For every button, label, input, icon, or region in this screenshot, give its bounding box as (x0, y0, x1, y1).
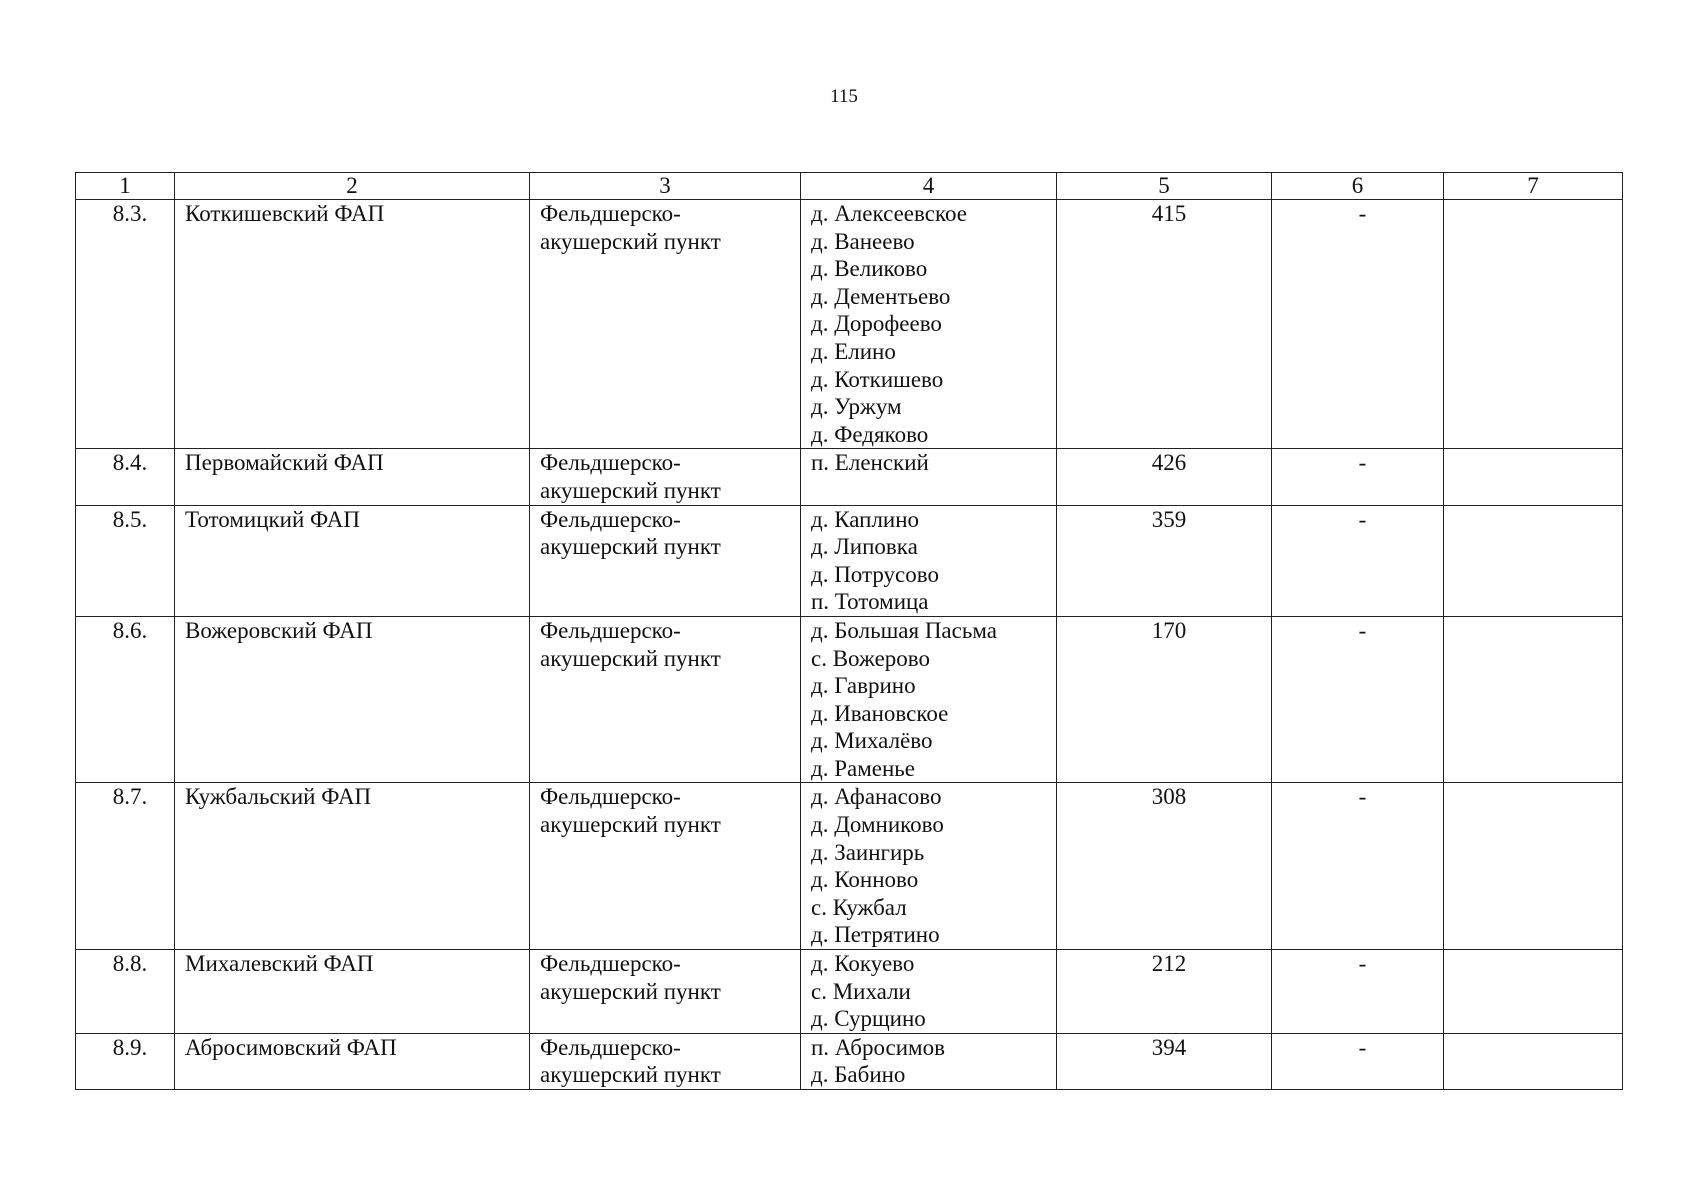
facility-type-line: акушерский пункт (540, 645, 721, 671)
row-number-cell: 8.4. (76, 449, 175, 505)
facility-name-cell: Первомайский ФАП (175, 449, 530, 505)
settlement-item: д. Домниково (811, 812, 944, 838)
facility-type-cell (530, 783, 801, 950)
population-cell: 394 (1057, 1033, 1272, 1089)
facility-type-line: акушерский пункт (540, 1062, 721, 1088)
column-7-cell (1444, 505, 1623, 616)
column-6-cell: - (1272, 950, 1444, 1034)
facility-type-line: акушерский пункт (540, 812, 721, 838)
population-cell: 170 (1057, 616, 1272, 783)
facility-name-cell: Тотомицкий ФАП (175, 505, 530, 616)
facility-type-line: акушерский пункт (540, 978, 721, 1004)
settlement-item: д. Елино (811, 338, 896, 364)
settlement-item: д. Раменье (811, 755, 915, 781)
settlement-item: д. Конново (811, 867, 919, 893)
table-row (76, 200, 1623, 449)
facility-name-cell: Кужбальский ФАП (175, 783, 530, 950)
column-header: 5 (1057, 173, 1272, 200)
column-7-cell (1444, 449, 1623, 505)
settlement-item: д. Дорофеево (811, 311, 942, 337)
column-6-cell: - (1272, 200, 1444, 449)
settlement-item: д. Сурщино (811, 1006, 926, 1032)
row-number-cell: 8.7. (76, 783, 175, 950)
population-cell: 426 (1057, 449, 1272, 505)
settlement-item: д. Афанасово (811, 784, 942, 810)
table-row (76, 505, 1623, 616)
facility-name-cell: Михалевский ФАП (175, 950, 530, 1034)
column-header: 7 (1444, 173, 1623, 200)
registry-table (75, 172, 1623, 1090)
facility-type-line: акушерский пункт (540, 228, 721, 254)
facility-type-line: Фельдшерско- (540, 617, 681, 643)
facility-type-cell (530, 950, 801, 1034)
settlements-cell (801, 1033, 1057, 1089)
settlement-item: д. Ивановское (811, 700, 949, 726)
settlement-item: д. Коткишево (811, 366, 944, 392)
settlement-item: д. Великово (811, 256, 928, 282)
settlement-item: д. Заингирь (811, 839, 925, 865)
settlement-item: с. Вожерово (811, 645, 930, 671)
settlement-item: д. Кокуево (811, 951, 915, 977)
facility-type-line: акушерский пункт (540, 534, 721, 560)
facility-type-line: Фельдшерско- (540, 201, 681, 226)
table-row (76, 616, 1623, 783)
page-number: 115 (830, 86, 858, 107)
column-6-cell: - (1272, 1033, 1444, 1089)
settlement-item: д. Михалёво (811, 728, 933, 754)
table-row (76, 783, 1623, 950)
facility-name-cell: Абросимовский ФАП (175, 1033, 530, 1089)
column-6-cell: - (1272, 505, 1444, 616)
facility-type-line: Фельдшерско- (540, 951, 681, 977)
table-row (76, 950, 1623, 1034)
population-cell: 359 (1057, 505, 1272, 616)
column-6-cell: - (1272, 783, 1444, 950)
facility-name-cell: Вожеровский ФАП (175, 616, 530, 783)
row-number-cell: 8.6. (76, 616, 175, 783)
settlements-cell (801, 616, 1057, 783)
column-7-cell (1444, 200, 1623, 449)
population-cell: 308 (1057, 783, 1272, 950)
facility-name-cell: Коткишевский ФАП (175, 200, 530, 449)
facility-type-cell (530, 616, 801, 783)
settlements-cell (801, 449, 1057, 505)
table-row (76, 449, 1623, 505)
facility-type-cell (530, 449, 801, 505)
column-6-cell: - (1272, 449, 1444, 505)
settlements-cell (801, 950, 1057, 1034)
settlement-item: д. Липовка (811, 534, 918, 560)
facility-type-line: Фельдшерско- (540, 450, 681, 476)
settlement-item: д. Потрусово (811, 561, 939, 587)
settlements-cell (801, 200, 1057, 449)
column-header: 4 (801, 173, 1057, 200)
facility-type-cell (530, 505, 801, 616)
settlement-item: п. Тотомица (811, 589, 929, 615)
table-row (76, 1033, 1623, 1089)
column-7-cell (1444, 783, 1623, 950)
settlement-item: д. Большая Пасьма (811, 617, 997, 643)
population-cell: 212 (1057, 950, 1272, 1034)
settlement-item: д. Гаврино (811, 673, 916, 699)
population-cell: 415 (1057, 200, 1272, 449)
settlement-item: д. Ванеево (811, 228, 915, 254)
settlement-item: п. Еленский (811, 450, 929, 476)
settlement-item: д. Уржум (811, 394, 902, 420)
settlement-item: с. Кужбал (811, 894, 907, 920)
facility-type-line: Фельдшерско- (540, 784, 681, 810)
row-number-cell: 8.3. (76, 200, 175, 449)
settlement-item: с. Михали (811, 978, 911, 1004)
column-6-cell: - (1272, 616, 1444, 783)
column-header: 1 (76, 173, 175, 200)
settlement-item: д. Федяково (811, 421, 929, 447)
column-7-cell (1444, 616, 1623, 783)
settlement-item: д. Петрятино (811, 922, 940, 948)
column-header: 2 (175, 173, 530, 200)
header-row (76, 173, 1623, 200)
column-header: 3 (530, 173, 801, 200)
facility-type-line: Фельдшерско- (540, 506, 681, 532)
settlements-cell (801, 505, 1057, 616)
facility-type-line: Фельдшерско- (540, 1034, 681, 1060)
column-7-cell (1444, 1033, 1623, 1089)
settlements-cell (801, 783, 1057, 950)
settlement-item: д. Бабино (811, 1062, 906, 1088)
settlement-item: д. Дементьево (811, 283, 951, 309)
facility-type-cell (530, 1033, 801, 1089)
column-header: 6 (1272, 173, 1444, 200)
row-number-cell: 8.5. (76, 505, 175, 616)
settlement-item: д. Каплино (811, 506, 920, 532)
facility-type-cell (530, 200, 801, 449)
settlement-item: п. Абросимов (811, 1034, 945, 1060)
column-7-cell (1444, 950, 1623, 1034)
row-number-cell: 8.9. (76, 1033, 175, 1089)
facility-type-line: акушерский пункт (540, 477, 721, 503)
row-number-cell: 8.8. (76, 950, 175, 1034)
settlement-item: д. Алексеевское (811, 201, 967, 226)
